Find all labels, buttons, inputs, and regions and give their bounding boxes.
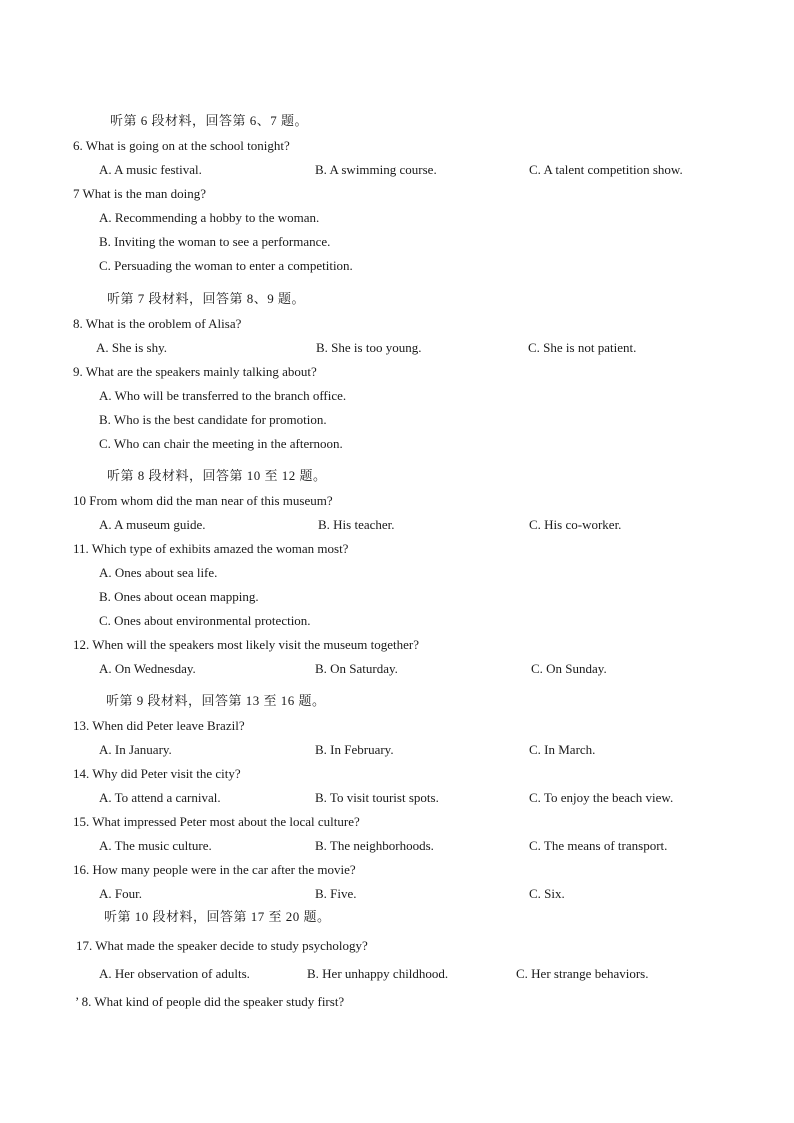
option-9b: B. Who is the best candidate for promotion. xyxy=(99,412,327,427)
option-11a: A. Ones about sea life. xyxy=(99,565,218,580)
option-7a: A. Recommending a hobby to the woman. xyxy=(99,210,320,225)
option-11c: C. Ones about environmental protection. xyxy=(99,613,311,628)
question-15: 15. What impressed Peter most about the local culture? xyxy=(73,814,360,829)
question-8: 8. What is the oroblem of Alisa? xyxy=(73,316,242,331)
section-heading-9: 听第 9 段材料，回答第 13 至 16 题。 xyxy=(106,693,326,708)
option-17b: B. Her unhappy childhood. xyxy=(307,966,449,981)
question-10: 10 From whom did the man near of this museum? xyxy=(73,493,333,508)
option-8a: A. She is shy. xyxy=(96,340,168,355)
option-8b: B. She is too young. xyxy=(316,340,422,355)
option-6c: C. A talent competition show. xyxy=(529,162,683,177)
option-15c: C. The means of transport. xyxy=(529,838,668,853)
question-13: 13. When did Peter leave Brazil? xyxy=(73,718,245,733)
option-14a: A. To attend a carnival. xyxy=(99,790,221,805)
question-14: 14. Why did Peter visit the city? xyxy=(73,766,241,781)
option-10a: A. A museum guide. xyxy=(99,517,206,532)
option-17c: C. Her strange behaviors. xyxy=(516,966,649,981)
option-9c: C. Who can chair the meeting in the afternoon. xyxy=(99,436,343,451)
option-16c: C. Six. xyxy=(529,886,565,901)
option-10c: C. His co-worker. xyxy=(529,517,622,532)
option-15b: B. The neighborhoods. xyxy=(315,838,434,853)
option-16b: B. Five. xyxy=(315,886,357,901)
question-11: 11. Which type of exhibits amazed the woman most? xyxy=(73,541,349,556)
option-7b: B. Inviting the woman to see a performance. xyxy=(99,234,331,249)
question-6: 6. What is going on at the school tonight? xyxy=(73,138,290,153)
option-14c: C. To enjoy the beach view. xyxy=(529,790,674,805)
option-13a: A. In January. xyxy=(99,742,172,757)
option-7c: C. Persuading the woman to enter a competition. xyxy=(99,258,353,273)
section-heading-7: 听第 7 段材料，回答第 8、9 题。 xyxy=(107,291,306,306)
option-10b: B. His teacher. xyxy=(318,517,395,532)
option-12a: A. On Wednesday. xyxy=(99,661,196,676)
option-11b: B. Ones about ocean mapping. xyxy=(99,589,259,604)
option-15a: A. The music culture. xyxy=(99,838,212,853)
question-7: 7 What is the man doing? xyxy=(73,186,206,201)
section-heading-10: 听第 10 段材料，回答第 17 至 20 题。 xyxy=(104,909,331,924)
question-16: 16. How many people were in the car after the movie? xyxy=(73,862,356,877)
option-13c: C. In March. xyxy=(529,742,596,757)
option-12c: C. On Sunday. xyxy=(531,661,607,676)
section-heading-6: 听第 6 段材料，回答第 6、7 题。 xyxy=(110,113,309,128)
question-12: 12. When will the speakers most likely visit the museum together? xyxy=(73,637,419,652)
option-16a: A. Four. xyxy=(99,886,142,901)
option-13b: B. In February. xyxy=(315,742,394,757)
question-9: 9. What are the speakers mainly talking about? xyxy=(73,364,317,379)
section-heading-8: 听第 8 段材料，回答第 10 至 12 题。 xyxy=(107,468,327,483)
question-18: ’ 8. What kind of people did the speaker study first? xyxy=(75,994,345,1009)
option-6a: A. A music festival. xyxy=(99,162,202,177)
question-17: 17. What made the speaker decide to study psychology? xyxy=(76,938,368,953)
option-6b: B. A swimming course. xyxy=(315,162,437,177)
option-8c: C. She is not patient. xyxy=(528,340,637,355)
option-14b: B. To visit tourist spots. xyxy=(315,790,439,805)
option-9a: A. Who will be transferred to the branch office. xyxy=(99,388,347,403)
option-17a: A. Her observation of adults. xyxy=(99,966,250,981)
option-12b: B. On Saturday. xyxy=(315,661,398,676)
